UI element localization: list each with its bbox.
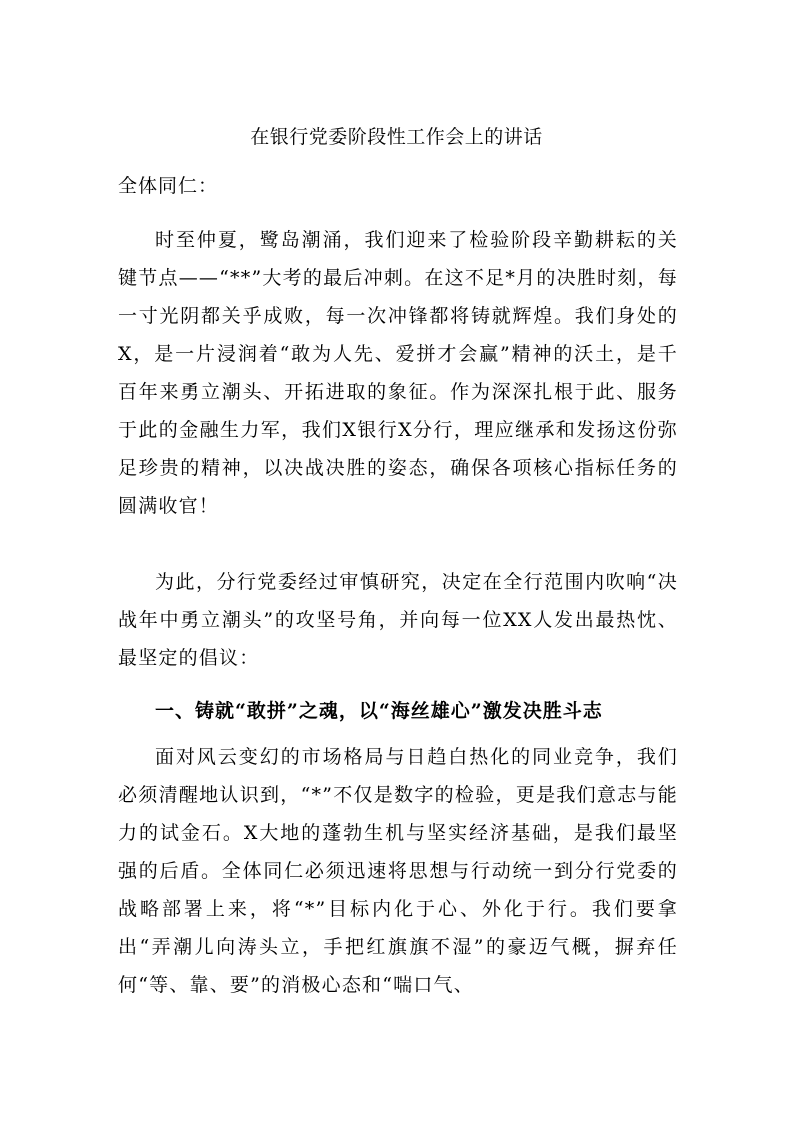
- paragraph-opening: 时至仲夏，鹭岛潮涌，我们迎来了检验阶段辛勤耕耘的关键节点——“**”大考的最后冲刺。在这不足*月的决胜时刻，每一寸光阴都关乎成败，每一次冲锋都将铸就辉煌。我们身处的X，是一片浸润着“敢为人先、爱拼才会赢”精神的沃土，是千百年来勇立潮头、开拓进取的象征。作为深深扎根于此、服务于此的金融生力军，我们X银行X分行，理应继承和发扬这份弥足珍贵的精神，以决战决胜的姿态，确保各项核心指标任务的圆满收官！: [118, 229, 678, 517]
- paragraph-proposal: 为此，分行党委经过审慎研究，决定在全行范围内吹响“决战年中勇立潮头”的攻坚号角，并向每一位XX人发出最热忱、最坚定的倡议：: [118, 571, 678, 669]
- paragraph-section-1: 面对风云变幻的市场格局与日趋白热化的同业竞争，我们必须清醒地认识到，“*”不仅是数字的检验，更是我们意志与能力的试金石。X大地的蓬勃生机与坚实经济基础，是我们最坚强的后盾。全体同仁必须迅速将思想与行动统一到分行党委的战略部署上来，将“*”目标内化于心、外化于行。我们要拿出“弄潮儿向涛头立，手把红旗旗不湿”的豪迈气概，摒弃任何“等、靠、要”的消极心态和“喘口气、: [118, 746, 678, 996]
- section-heading-1: 一、铸就“敢拼”之魂，以“海丝雄心”激发决胜斗志: [155, 700, 603, 722]
- salutation: 全体同仁：: [118, 175, 219, 197]
- document-title: 在银行党委阶段性工作会上的讲话: [250, 126, 543, 148]
